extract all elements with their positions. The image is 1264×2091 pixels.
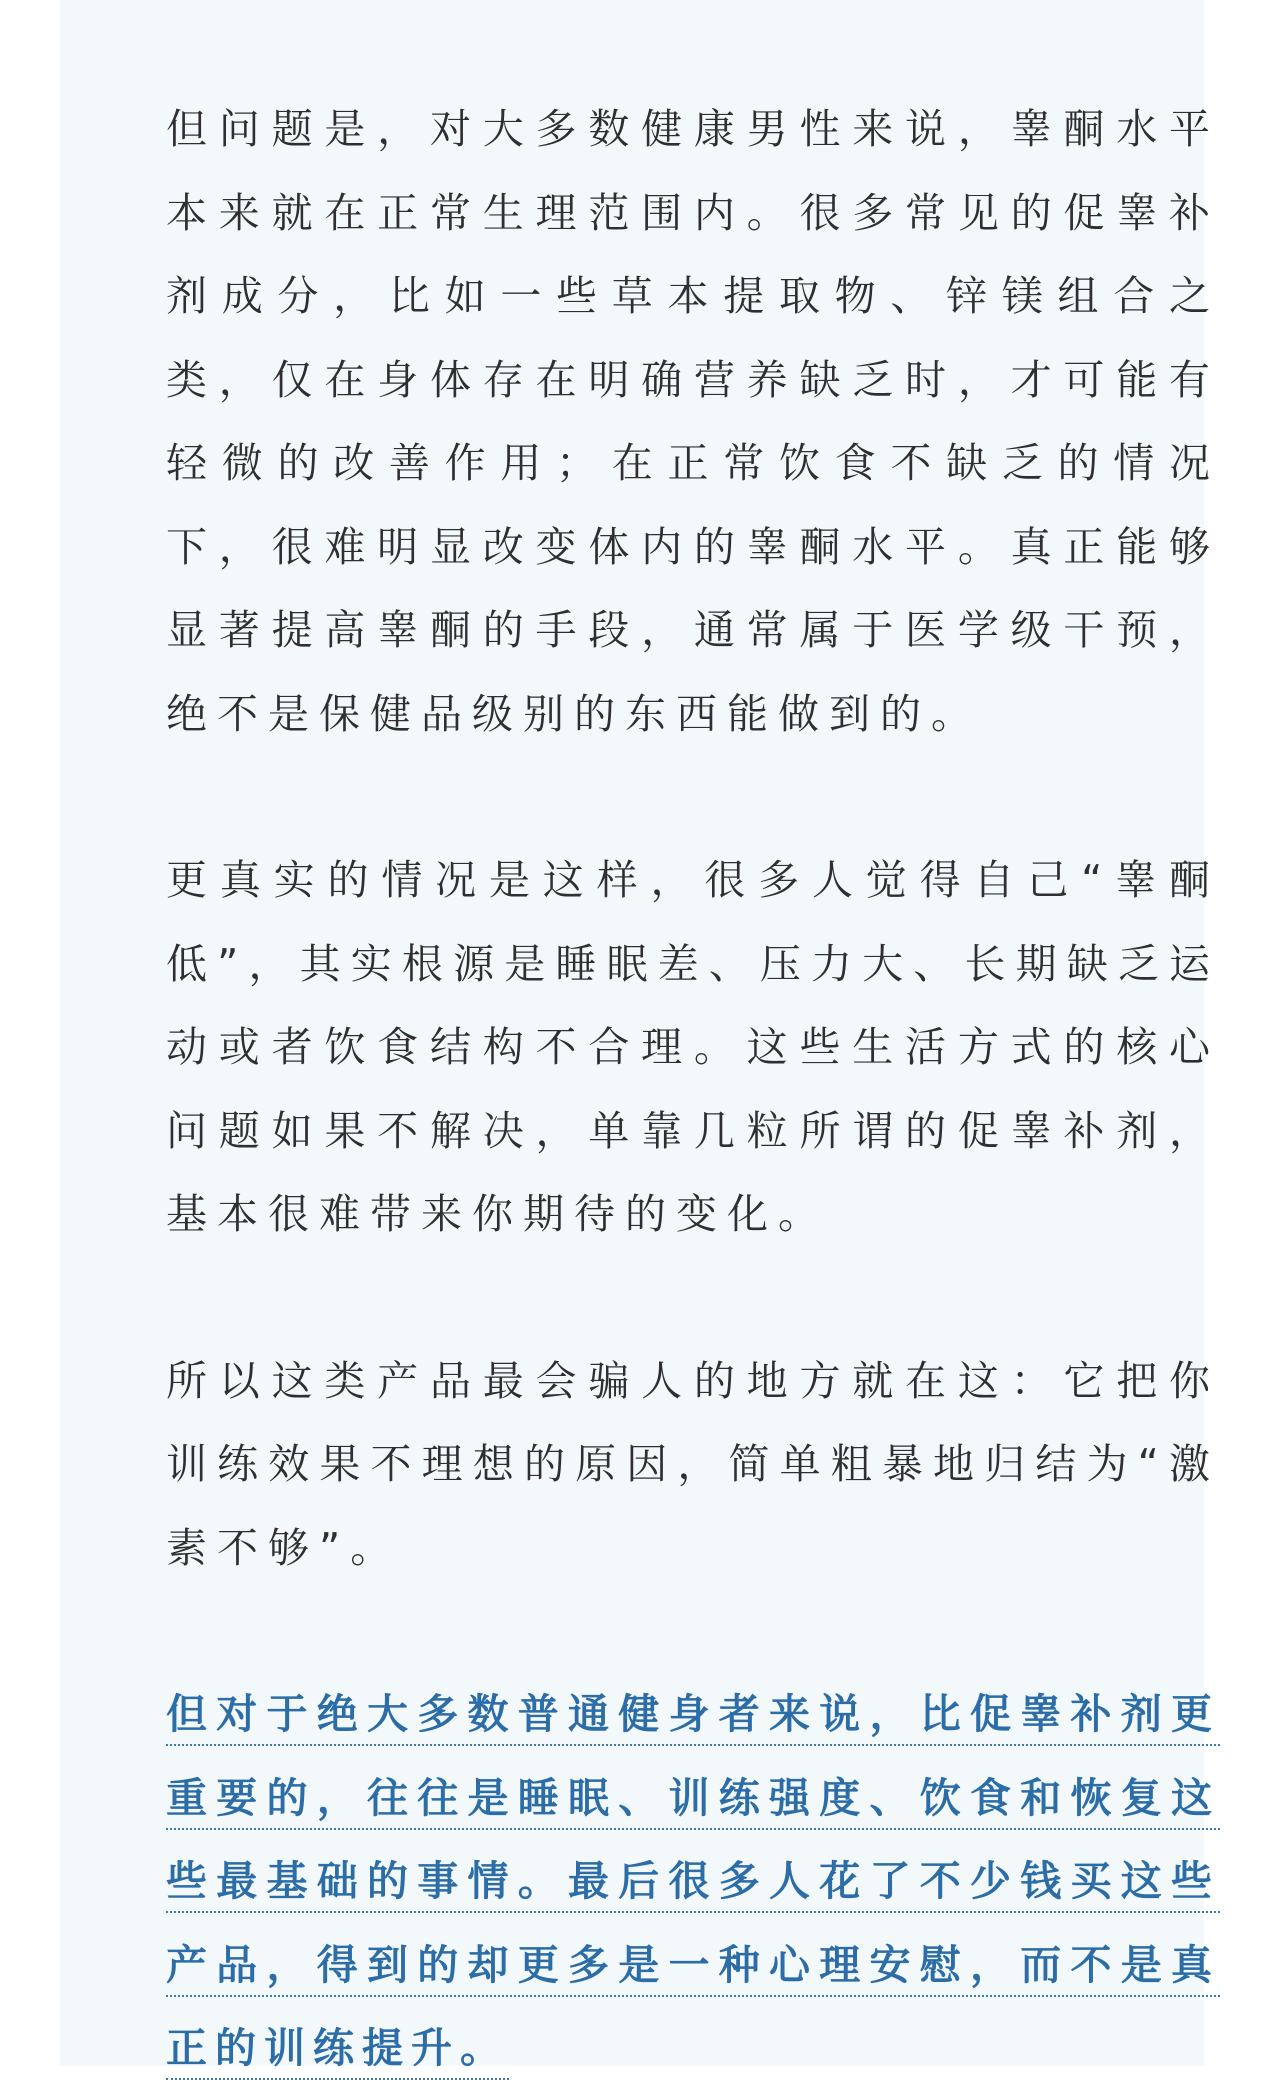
article-card (60, 0, 1220, 2072)
highlighted-conclusion-paragraph (166, 1673, 1220, 2091)
paragraph-product-deception: 所以这类产品最会骗人的地方就在这：它把你训练效果不理想的原因，简单粗暴地归结为“激素不够”。 (166, 1356, 1220, 1572)
paragraph-testosterone-normal-range: 但问题是，对大多数健康男性来说，睾酮水平本来就在正常生理范围内。很多常见的促睾补剂成分，比如一些草本提取物、锌镁组合之类，仅在身体存在明确营养缺乏时，才可能有轻微的改善作用；在正常饮食不缺乏的情况下，很难明显改变体内的睾酮水平。真正能够显著提高睾酮的手段，通常属于医学级干预，绝不是保健品级别的东西能做到的。 (166, 105, 1220, 738)
highlighted-conclusion-text: 但对于绝大多数普通健身者来说，比促睾补剂更重要的，往往是睡眠、训练强度、饮食和恢复这些最基础的事情。最后很多人花了不少钱买这些产品，得到的却更多是一种心理安慰，而不是真正的训练提升。 (166, 1690, 1220, 2080)
paragraph-real-causes: 更真实的情况是这样，很多人觉得自己“睾酮低”，其实根源是睡眠差、压力大、长期缺乏运动或者饮食结构不合理。这些生活方式的核心问题如果不解决，单靠几粒所谓的促睾补剂，基本很难带来你期待的变化。 (166, 856, 1220, 1238)
article-body (166, 88, 1220, 2091)
